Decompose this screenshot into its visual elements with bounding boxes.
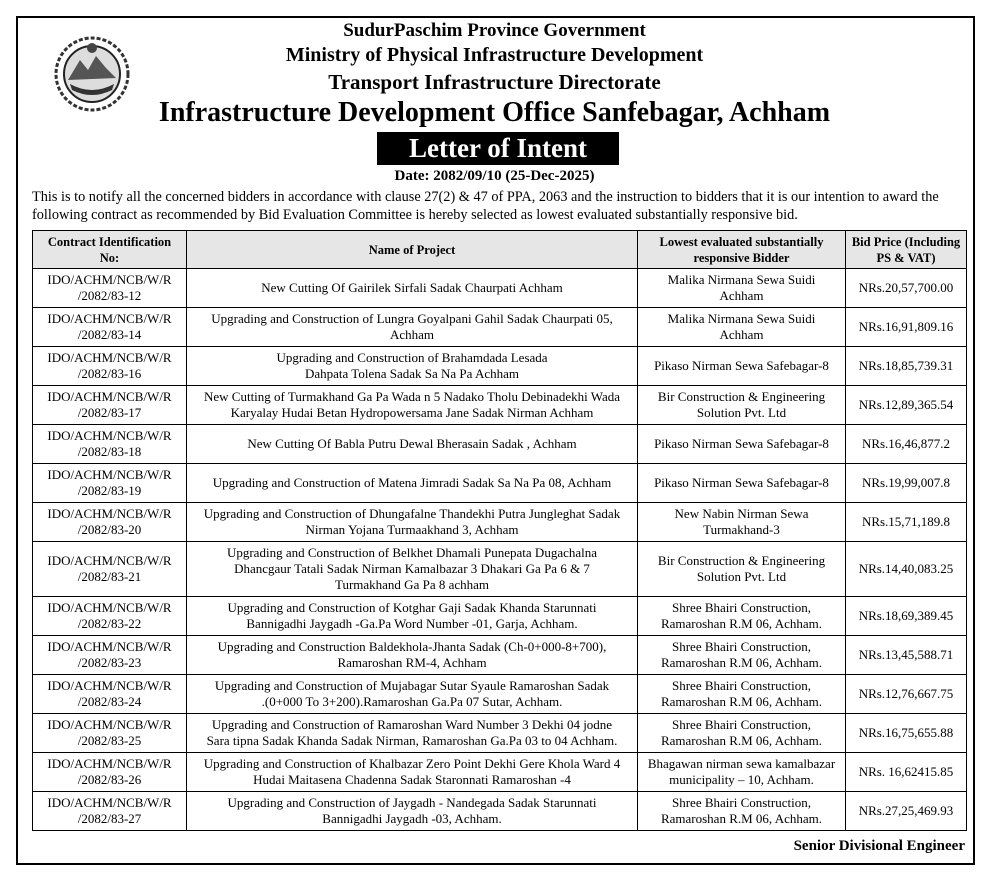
bidder-cell: Pikaso Nirman Sewa Safebagar-8 [638,464,846,503]
table-row [33,386,967,425]
contract-id-cell: IDO/ACHM/NCB/W/R /2082/83-17 [33,386,187,425]
project-name-cell: Upgrading and Construction of Jaygadh - Nandegada Sadak Starunnati Bannigadhi Jaygadh -03, Achham. [187,792,638,831]
header-bidder: Lowest evaluated substantially responsive Bidder [638,231,846,269]
province-heading: SudurPaschim Province Government [343,20,646,41]
project-name-cell: Upgrading and Construction of Matena Jimradi Sadak Sa Na Pa 08, Achham [187,464,638,503]
bidder-cell: Pikaso Nirman Sewa Safebagar-8 [638,425,846,464]
project-name-cell: Upgrading and Construction Baldekhola-Jhanta Sadak (Ch-0+000-8+700), Ramaroshan RM-4, Achham [187,636,638,675]
contract-id-cell: IDO/ACHM/NCB/W/R /2082/83-18 [33,425,187,464]
project-name-cell: Upgrading and Construction of Belkhet Dhamali Punepata Dugachalna Dhancgaur Tatali Sadak Nirman Kamalbazar 3 Dhakari Ga Pa 6 & 7 Turmakhand Ga Pa 8 achham [187,542,638,597]
bidder-cell: Shree Bhairi Construction, Ramaroshan R.M 06, Achham. [638,792,846,831]
bid-price-cell: NRs.19,99,007.8 [846,464,967,503]
table-row [33,597,967,636]
bid-price-cell: NRs.16,75,655.88 [846,714,967,753]
signature-title: Senior Divisional Engineer [793,838,965,854]
header-bid-price: Bid Price (Including PS & VAT) [846,231,967,269]
intro-paragraph: This is to notify all the concerned bidders in accordance with clause 27(2) & 47 of PPA, 2063 and the instruction to bidders that it is our intention to award the following contract as recommended by Bid Evaluation Committee is hereby selected as lowest evaluated substantially responsive bid. [32,189,939,223]
document-title: Letter of Intent [377,132,619,165]
contract-id-cell: IDO/ACHM/NCB/W/R /2082/83-26 [33,753,187,792]
bid-price-cell: NRs.18,85,739.31 [846,347,967,386]
table-header-row [33,231,967,269]
bidder-cell: Shree Bhairi Construction, Ramaroshan R.M 06, Achham. [638,597,846,636]
table-row [33,347,967,386]
project-name-cell: Upgrading and Construction of Dhungafalne Thandekhi Putra Jungleghat Sadak Nirman Yojana Turmaakhand 3, Achham [187,503,638,542]
bidder-cell: Shree Bhairi Construction, Ramaroshan R.M 06, Achham. [638,675,846,714]
contract-id-cell: IDO/ACHM/NCB/W/R /2082/83-24 [33,675,187,714]
bid-price-cell: NRs.27,25,469.93 [846,792,967,831]
table-row [33,714,967,753]
contract-id-cell: IDO/ACHM/NCB/W/R /2082/83-19 [33,464,187,503]
table-row [33,636,967,675]
project-name-cell: New Cutting of Turmakhand Ga Pa Wada n 5 Nadako Tholu Debinadekhi Wada Karyalay Hudai Betan Hydropowersama Jane Sadak Nirman Achham [187,386,638,425]
bidder-cell: Malika Nirmana Sewa Suidi Achham [638,269,846,308]
bid-price-cell: NRs.16,91,809.16 [846,308,967,347]
bid-price-cell: NRs. 16,62415.85 [846,753,967,792]
bidder-cell: Bir Construction & Engineering Solution Pvt. Ltd [638,386,846,425]
table-row [33,675,967,714]
bidder-cell: Pikaso Nirman Sewa Safebagar-8 [638,347,846,386]
table-row [33,542,967,597]
bidder-cell: New Nabin Nirman Sewa Turmakhand-3 [638,503,846,542]
contract-id-cell: IDO/ACHM/NCB/W/R /2082/83-14 [33,308,187,347]
header-contract-id: Contract Identification No: [33,231,187,269]
bid-price-cell: NRs.15,71,189.8 [846,503,967,542]
project-name-cell: Upgrading and Construction of Lungra Goyalpani Gahil Sadak Chaurpati 05, Achham [187,308,638,347]
project-name-cell: Upgrading and Construction of Khalbazar Zero Point Dekhi Gere Khola Ward 4 Hudai Maitasena Chadenna Sadak Staronnati Ramaroshan -4 [187,753,638,792]
bidder-cell: Bhagawan nirman sewa kamalbazar municipality – 10, Achham. [638,753,846,792]
bid-price-cell: NRs.12,76,667.75 [846,675,967,714]
contract-id-cell: IDO/ACHM/NCB/W/R /2082/83-23 [33,636,187,675]
bidder-cell: Bir Construction & Engineering Solution Pvt. Ltd [638,542,846,597]
project-name-cell: New Cutting Of Babla Putru Dewal Bherasain Sadak , Achham [187,425,638,464]
bid-price-cell: NRs.16,46,877.2 [846,425,967,464]
directorate-heading: Transport Infrastructure Directorate [328,70,661,94]
table-row [33,269,967,308]
bidder-cell: Malika Nirmana Sewa Suidi Achham [638,308,846,347]
bid-price-cell: NRs.12,89,365.54 [846,386,967,425]
bid-price-cell: NRs.20,57,700.00 [846,269,967,308]
contract-id-cell: IDO/ACHM/NCB/W/R /2082/83-22 [33,597,187,636]
contract-id-cell: IDO/ACHM/NCB/W/R /2082/83-21 [33,542,187,597]
contract-id-cell: IDO/ACHM/NCB/W/R /2082/83-20 [33,503,187,542]
project-name-cell: New Cutting Of Gairilek Sirfali Sadak Chaurpati Achham [187,269,638,308]
table-row [33,753,967,792]
bidder-cell: Shree Bhairi Construction, Ramaroshan R.M 06, Achham. [638,636,846,675]
project-name-cell: Upgrading and Construction of Kotghar Gaji Sadak Khanda Starunnati Bannigadhi Jaygadh -Ga.Pa Word Number -01, Garja, Achham. [187,597,638,636]
table-row [33,425,967,464]
bid-price-cell: NRs.18,69,389.45 [846,597,967,636]
contract-id-cell: IDO/ACHM/NCB/W/R /2082/83-16 [33,347,187,386]
ministry-heading: Ministry of Physical Infrastructure Development [285,44,704,66]
office-heading: Infrastructure Development Office Sanfebagar, Achham [158,97,831,128]
bid-price-cell: NRs.14,40,083.25 [846,542,967,597]
project-name-cell: Upgrading and Construction of Brahamdada Lesada Dahpata Tolena Sadak Sa Na Pa Achham [187,347,638,386]
table-row [33,308,967,347]
contract-id-cell: IDO/ACHM/NCB/W/R /2082/83-27 [33,792,187,831]
document-date: Date: 2082/09/10 (25-Dec-2025) [394,168,595,184]
contract-id-cell: IDO/ACHM/NCB/W/R /2082/83-25 [33,714,187,753]
table-row [33,792,967,831]
award-table [32,230,967,831]
bidder-cell: Shree Bhairi Construction, Ramaroshan R.M 06, Achham. [638,714,846,753]
bid-price-cell: NRs.13,45,588.71 [846,636,967,675]
contract-id-cell: IDO/ACHM/NCB/W/R /2082/83-12 [33,269,187,308]
project-name-cell: Upgrading and Construction of Mujabagar Sutar Syaule Ramaroshan Sadak .(0+000 To 3+200).Ramaroshan Ga.Pa 07 Sutar, Achham. [187,675,638,714]
project-name-cell: Upgrading and Construction of Ramaroshan Ward Number 3 Dekhi 04 jodne Sara tipna Sadak Khanda Sadak Nirman, Ramaroshan Ga.Pa 03 to 04 Achham. [187,714,638,753]
table-row [33,464,967,503]
header-project-name: Name of Project [187,231,638,269]
table-row [33,503,967,542]
